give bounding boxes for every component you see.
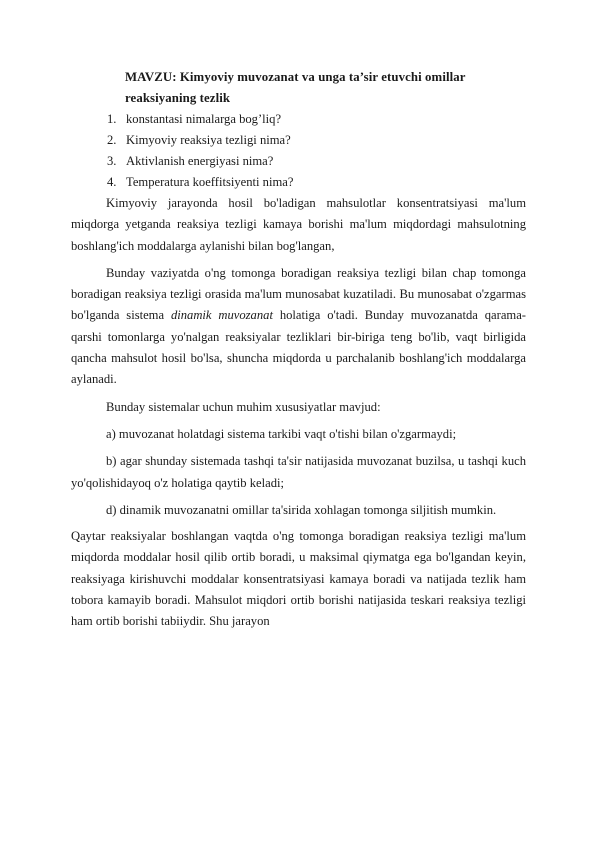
list-item-number: 2. <box>107 133 117 147</box>
paragraph-property-a: a) muvozanat holatdagi sistema tarkibi vaqt o'tishi bilan o'zgarmaydi; <box>106 426 457 441</box>
paragraph-property-b: b) agar shunday sistemada tashqi ta'sir natijasida muvozanat buzilsa, u tashqi kuch yo'qolishidayoq o'z holatiga qaytib keladi; <box>71 454 526 490</box>
list-item <box>71 130 526 151</box>
list-item <box>71 172 526 193</box>
list-item <box>71 151 526 172</box>
paragraph-text: Bunday vaziyatda o'ng tomonga boradigan reaksiya tezligi bilan chap tomonga boradigan reaksiya tezligi orasida ma'lum munosabat kuzatiladi. Bu munosabat o'zgarmas bo'lganda sistema <box>71 265 526 323</box>
emphasis-term: dinamik muvozanat <box>170 308 273 323</box>
list-item-number: 3. <box>107 154 117 168</box>
paragraph-reaction-rate: Kimyoviy jarayonda hosil bo'ladigan mahsulotlar konsentratsiyasi ma'lum miqdorga yetganda reaksiya tezligi kamaya borishi ma'lum miqdordagi mahsulotning boshlang'ich moddalarga aylanishi bilan bog'langan, <box>71 196 526 253</box>
paragraph-properties-intro: Bunday sistemalar uchun muhim xususiyatlar mavjud: <box>106 399 381 414</box>
paragraph-text: holatiga o'tadi. Bunday muvozanatda qarama-qarshi tomonlarga yo'nalgan reaksiyalar tezliklari bir-biriga teng bo'lib, vaqt birligida qancha mahsulot hosil bo'lsa, shuncha miqdorda u parchalanib boshlang'ich moddalarga aylanadi. <box>71 308 526 387</box>
list-item-number: 1. <box>107 112 117 126</box>
question-list <box>71 109 526 193</box>
paragraph-property-d: d) dinamik muvozanatni omillar ta'sirida xohlagan tomonga siljitish mumkin. <box>106 502 497 517</box>
list-item-number: 4. <box>107 175 117 189</box>
paragraph-dynamic-equilibrium <box>71 263 526 391</box>
list-item <box>71 109 526 130</box>
paragraph-reversible-reactions: Qaytar reaksiyalar boshlangan vaqtda o'ng tomonga boradigan reaksiya tezligi ma'lum miqdorda moddalar hosil qilib ortib boradi, u maksimal qiymatga ega bo'lgandan keyin, reaksiyaga kirishuvchi moddalar konsentratsiyasi kamaya boradi va natijada tezlik ham tobora kamayib boradi. Mahsulot miqdori ortib borishi natijasida teskari reaksiya tezligi ham ortib borishi tabiiydir. Shu jarayon <box>71 529 526 629</box>
document-body <box>71 67 526 633</box>
list-item-text: konstantasi nimalarga bog’liq? <box>126 112 282 126</box>
list-item-text: Temperatura koeffitsiyenti nima? <box>126 175 294 189</box>
list-item-text: Kimyoviy reaksiya tezligi nima? <box>126 133 291 147</box>
list-item-text: Aktivlanish energiyasi nima? <box>126 154 274 168</box>
page-title: MAVZU: Kimyoviy muvozanat va unga ta’sir etuvchi omillar reaksiyaning tezlik <box>125 70 466 105</box>
